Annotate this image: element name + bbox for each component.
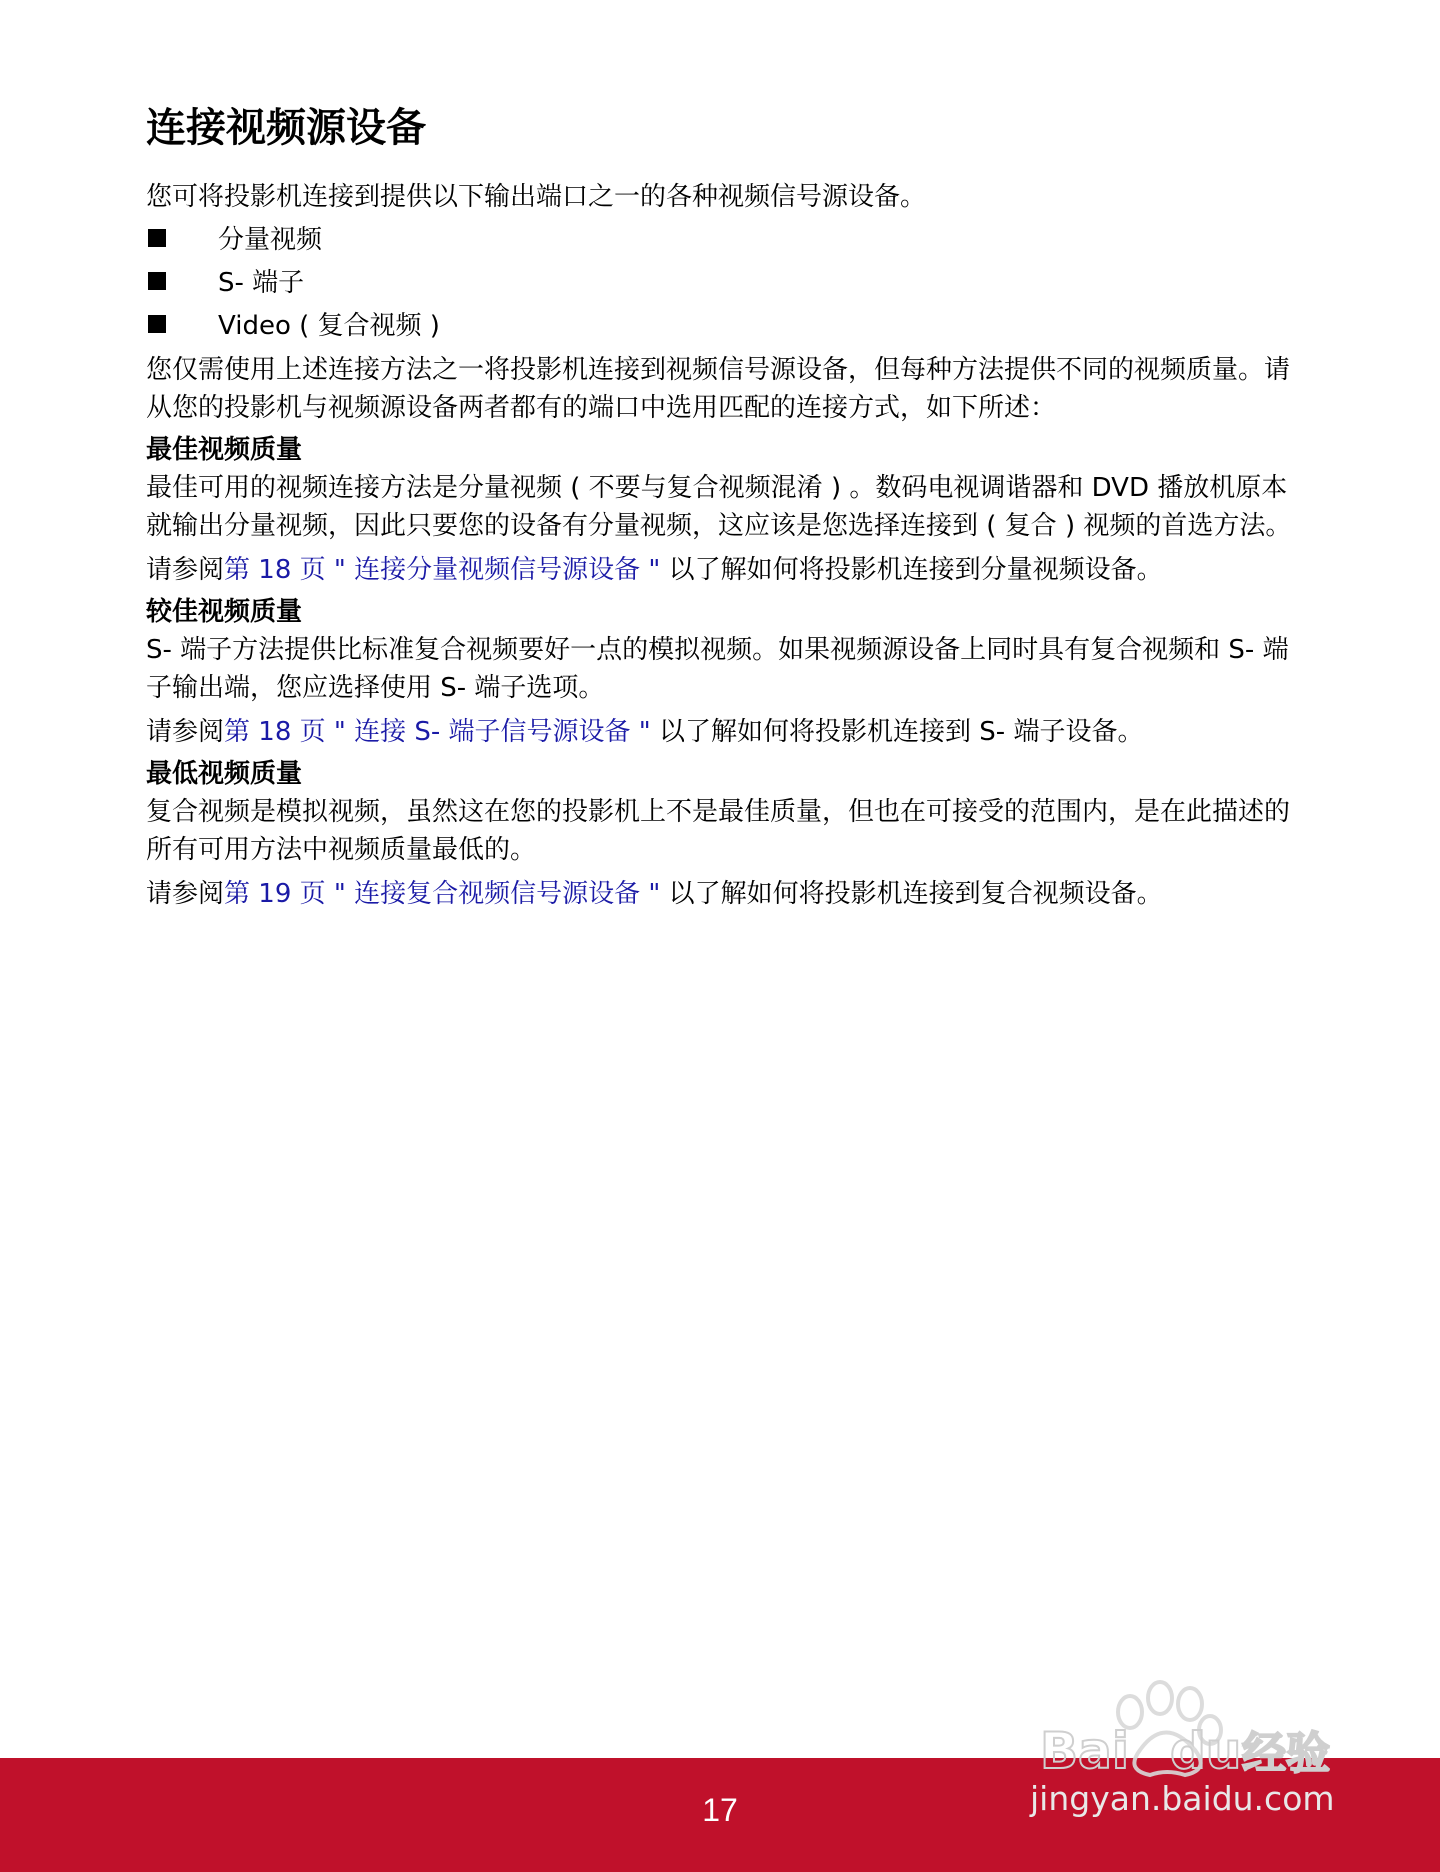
baidu-jingyan-watermark-logo	[1010, 1640, 1370, 1820]
reference-paragraph	[146, 875, 1306, 913]
page-number: 17	[702, 1792, 738, 1828]
bullet-square-icon	[148, 229, 166, 247]
page-link-composite[interactable]: 第 19 页 " 连接复合视频信号源设备 "	[224, 879, 661, 909]
reference-prefix: 请参阅	[146, 717, 225, 747]
page-title: 连接视频源设备	[146, 105, 426, 151]
page-link-component[interactable]: 第 18 页 " 连接分量视频信号源设备 "	[224, 555, 661, 585]
bullet-square-icon	[148, 272, 166, 290]
section-body-best: 最佳可用的视频连接方法是分量视频 ( 不要与复合视频混淆 ) 。数码电视调谐器和 DVD 播放机原本就输出分量视频，因此只要您的设备有分量视频，这应该是您选择连接到 ( 复合 ) 视频的首选方法。	[146, 473, 1292, 541]
list-item	[146, 216, 1306, 259]
section-body-lowest: 复合视频是模拟视频，虽然这在您的投影机上不是最佳质量，但也在可接受的范围内，是在此描述的所有可用方法中视频质量最低的。	[146, 797, 1291, 865]
reference-suffix: 以了解如何将投影机连接到复合视频设备。	[660, 879, 1163, 909]
bullet-square-icon	[148, 315, 166, 333]
svg-text:jingyan.baidu.com: jingyan.baidu.com	[1030, 1779, 1335, 1818]
list-item-label: 分量视频	[218, 225, 323, 255]
reference-paragraph	[146, 713, 1306, 751]
reference-suffix: 以了解如何将投影机连接到 S- 端子设备。	[650, 717, 1144, 747]
section-heading-better: 较佳视频质量	[146, 597, 303, 627]
page-link-s-video[interactable]: 第 18 页 " 连接 S- 端子信号源设备 "	[224, 717, 651, 747]
svg-text:经验: 经验	[1242, 1728, 1330, 1779]
section-heading-best: 最佳视频质量	[146, 435, 303, 465]
section-heading-lowest: 最低视频质量	[146, 759, 303, 789]
list-item-label: S- 端子	[218, 268, 305, 298]
svg-text:du: du	[1170, 1722, 1242, 1780]
list-item-label: Video ( 复合视频 )	[218, 311, 440, 341]
document-body	[146, 100, 1306, 913]
intro-text: 您可将投影机连接到提供以下输出端口之一的各种视频信号源设备。	[146, 182, 927, 212]
reference-prefix: 请参阅	[146, 555, 225, 585]
reference-paragraph	[146, 551, 1306, 589]
section-body-better: S- 端子方法提供比标准复合视频要好一点的模拟视频。如果视频源设备上同时具有复合视频和 S- 端子输出端，您应选择使用 S- 端子选项。	[146, 635, 1289, 703]
svg-text:Bai: Bai	[1040, 1722, 1129, 1780]
summary-paragraph: 您仅需使用上述连接方法之一将投影机连接到视频信号源设备，但每种方法提供不同的视频质量。请从您的投影机与视频源设备两者都有的端口中选用匹配的连接方式，如下所述：	[146, 355, 1291, 423]
reference-suffix: 以了解如何将投影机连接到分量视频设备。	[660, 555, 1163, 585]
reference-prefix: 请参阅	[146, 879, 225, 909]
list-item	[146, 259, 1306, 302]
list-item	[146, 302, 1306, 345]
